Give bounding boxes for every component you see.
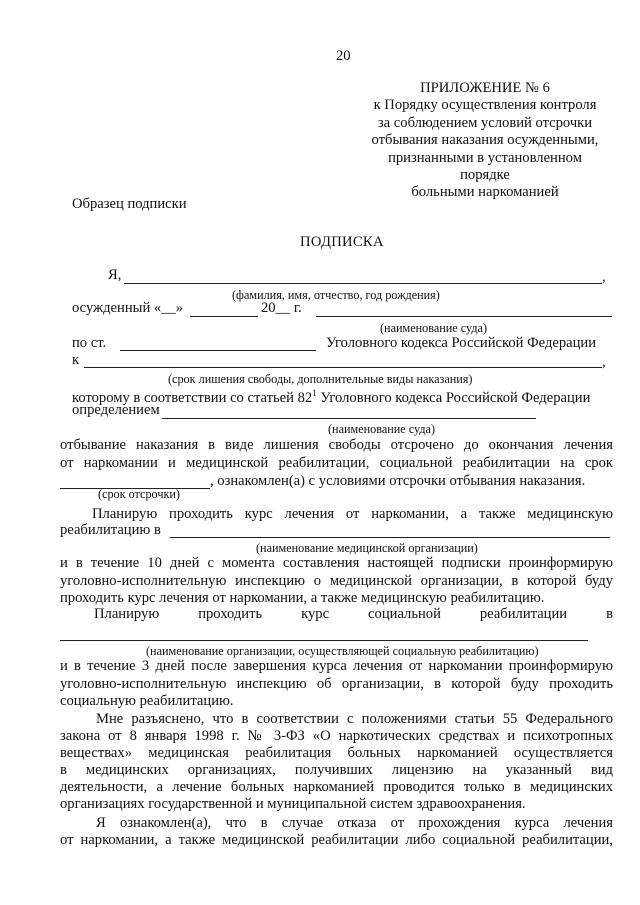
- p5-line: уголовно-исполнительную инспекцию об организации, в которой буду проходить: [60, 676, 613, 692]
- term-field-line: [84, 367, 602, 368]
- p6-line: закона от 8 января 1998 г. № 3-ФЗ «О наркотических средствах и психотропных: [60, 728, 613, 744]
- sample-label: Образец подписки: [72, 196, 187, 212]
- article-field-line: [120, 350, 316, 351]
- appendix-line: к Порядку осуществления контроля: [373, 97, 597, 114]
- ya-label: Я,: [108, 267, 122, 283]
- p2-line: реабилитацию в: [60, 522, 161, 538]
- p5-line: и в течение 3 дней после завершения курса лечения от наркомании проинформирую: [60, 658, 613, 674]
- p7-line: от наркомании, а также медицинской реабилитации либо социальной реабилитации,: [60, 832, 613, 848]
- appendix-block: [362, 80, 608, 202]
- decision-court-line: [162, 418, 536, 419]
- document-heading: ПОДПИСКА: [300, 234, 384, 250]
- fio-caption: (фамилия, имя, отчество, год рождения): [232, 288, 440, 302]
- decision-label: определением: [72, 402, 160, 418]
- court-caption: (наименование суда): [328, 422, 435, 436]
- comma: ,: [602, 354, 606, 370]
- court-caption: (наименование суда): [380, 321, 487, 335]
- article-label: по ст.: [72, 335, 107, 351]
- art82-superscript: 1: [312, 388, 317, 398]
- p6-line: в медицинских организациях, получивших лицензию на указанный вид: [60, 762, 613, 778]
- p6-line: Мне разъяснено, что в соответствии с положениями статьи 55 Федерального: [96, 711, 613, 727]
- p4-word: социальной: [368, 606, 441, 622]
- term-caption: (срок лишения свободы, дополнительные виды наказания): [168, 372, 473, 386]
- p2-line: Планирую проходить курс лечения от наркомании, а также медицинскую: [92, 506, 613, 522]
- appendix-line: больными наркоманией: [411, 184, 559, 201]
- p4-word: Планирую: [94, 606, 160, 622]
- p3-line: проходить курс лечения от наркомании, а также медицинскую реабилитацию.: [60, 590, 545, 606]
- p4-word: в: [606, 606, 613, 622]
- p4-word: курс: [301, 606, 330, 622]
- art82-tail: Уголовного кодекса Российской Федерации: [316, 389, 591, 406]
- p4-line: [94, 606, 613, 623]
- p3-line: и в течение 10 дней с момента составления настоящей подписки проинформирую: [60, 555, 613, 571]
- medorg-field-line: [170, 537, 610, 538]
- appendix-line: отбывания наказания осужденными,: [371, 132, 599, 149]
- criminal-code-label: Уголовного кодекса Российской Федерации: [326, 335, 597, 351]
- art82-label: которому в соответствии со статьей 82: [72, 389, 313, 406]
- year-label: 20__ г.: [261, 300, 302, 316]
- appendix-title: ПРИЛОЖЕНИЕ № 6: [420, 80, 550, 96]
- comma: ,: [602, 269, 606, 285]
- page-number: 20: [336, 48, 351, 64]
- socorg-field-line: [60, 640, 588, 641]
- p6-line: веществах» медицинская реабилитация больных наркоманией осуществляется: [60, 745, 613, 761]
- socorg-caption: (наименование организации, осуществляющей социальную реабилитацию): [146, 644, 539, 658]
- p6-line: организациях государственной и муниципальной систем здравоохранения.: [60, 796, 526, 812]
- p1-line: от наркомании и медицинской реабилитации, социальной реабилитации на срок: [60, 455, 613, 471]
- appendix-line: признанными в установленном порядке: [388, 149, 582, 184]
- p4-word: проходить: [198, 606, 263, 622]
- p6-line: деятельности, а лечение больных наркоманией проводится только в медицинских: [60, 779, 613, 795]
- p5-line: социальную реабилитацию.: [60, 693, 234, 709]
- p3-line: уголовно-исполнительную инспекцию о медицинской организации, в которой буду: [60, 573, 613, 589]
- p7-line: Я ознакомлен(а), что в случае отказа от прохождения курса лечения: [96, 815, 613, 831]
- fio-field-line: [124, 283, 602, 284]
- convicted-label: осужденный «__»: [72, 300, 184, 316]
- medorg-caption: (наименование медицинской организации): [256, 541, 478, 555]
- date-field-line: [190, 316, 258, 317]
- court-field-line: [316, 316, 612, 317]
- appendix-line: за соблюдением условий отсрочки: [377, 114, 593, 131]
- k-label: к: [72, 352, 80, 368]
- p1-line: отбывание наказания в виде лишения свободы отсрочено до окончания лечения: [60, 437, 613, 453]
- p1-line: , ознакомлен(а) с условиями отсрочки отбывания наказания.: [210, 473, 586, 489]
- delay-caption: (срок отсрочки): [98, 487, 180, 501]
- p4-word: реабилитации: [479, 606, 568, 622]
